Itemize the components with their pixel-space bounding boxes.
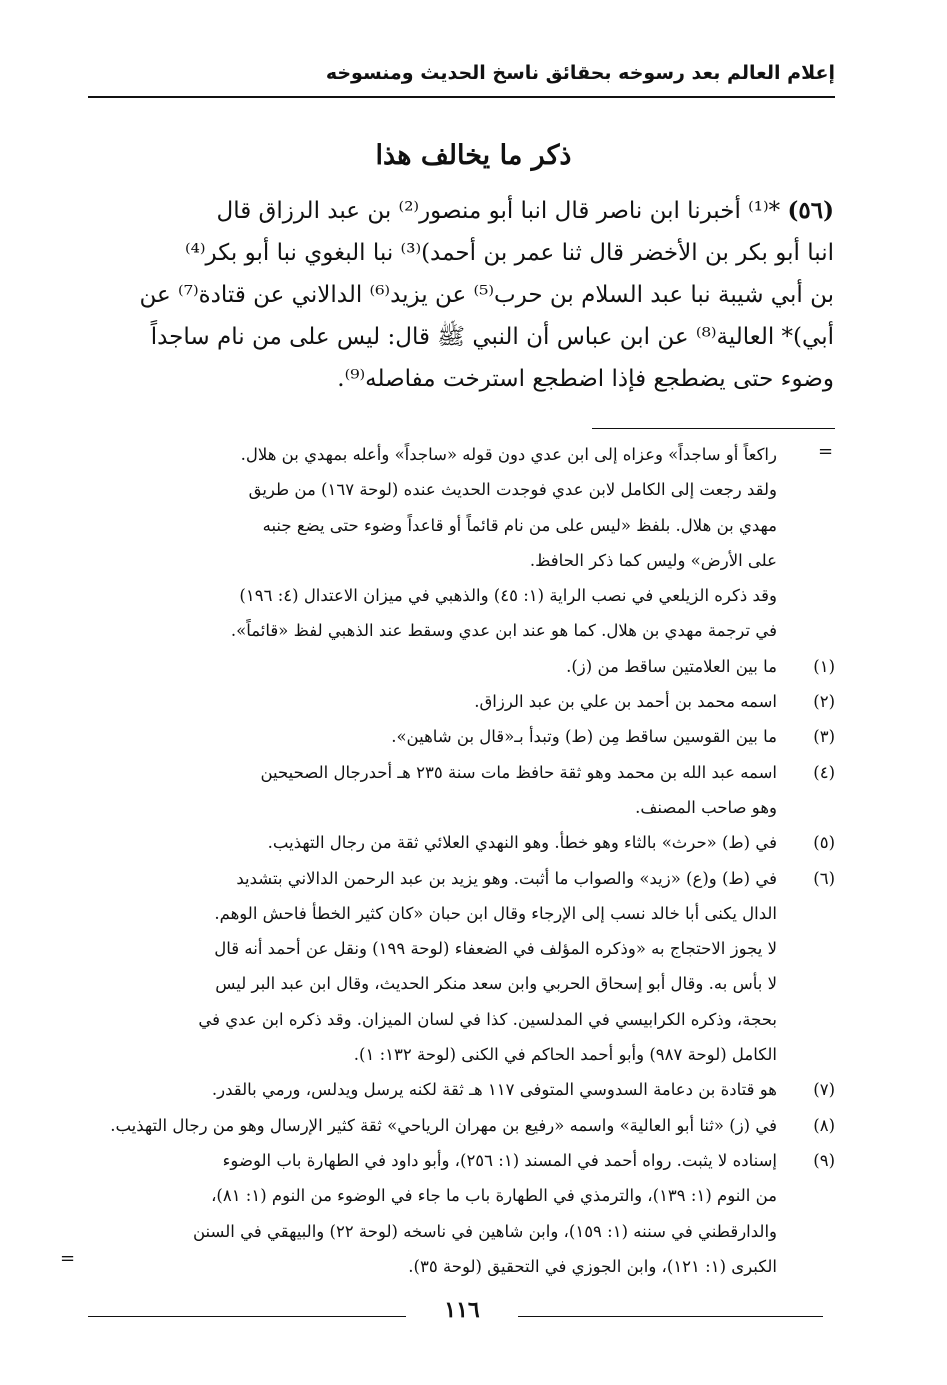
- footnote-item: [88, 755, 835, 826]
- footnote-body: [88, 437, 777, 649]
- footnote-line: اسمه محمد بن أحمد بن علي بن عبد الرزاق.: [474, 692, 777, 712]
- hadith-line: أبي)* العالية⁽⁸⁾ عن ابن عباس أن النبي ﷺ قال: ليس على من نام ساجداً: [150, 324, 834, 350]
- footnote-number: (٣): [813, 727, 835, 747]
- footnote-line: في (ز) «ثنا أبو العالية» واسمه «رفيع بن مهران الرياحي» ثقة كثير الإرسال وهو من رجال التهذيب.: [110, 1115, 777, 1135]
- footnote-item: [88, 1143, 835, 1284]
- hadith-line: [112, 190, 834, 232]
- footnote-body: [88, 1072, 777, 1107]
- footnote-body: [88, 1143, 777, 1284]
- footnote-item: [88, 861, 835, 1073]
- footnote-item: [88, 1072, 835, 1107]
- footnote-line: اسمه عبد الله بن محمد وهو ثقة حافظ مات سنة ٢٣٥ هـ أحدرجال الصحيحين: [260, 762, 777, 782]
- footnote-line: بحجة، وذكره الكرابيسي في المدلسين. كذا في لسان الميزان. وقد ذكره ابن عدي في: [198, 1009, 777, 1029]
- footnote-line: في (ط) «حرث» بالثاء وهو خطأ. وهو النهدي العلائي ثقة من رجال التهذيب.: [267, 833, 777, 853]
- hadith-line: بن أبي شيبة نبا عبد السلام بن حرب⁽⁵⁾ عن يزيد⁽⁶⁾ الدالاني عن قتادة⁽⁷⁾ عن: [139, 282, 834, 308]
- footnote-line: لا يجوز الاحتجاج به «وذكره المؤلف في الضعفاء (لوحة ١٩٩) ونقل عن أحمد أنه قال: [214, 939, 777, 959]
- footnote-line: إسناده لا يثبت. رواه أحمد في المسند (١: ٢٥٦)، وأبو داود في الطهارة باب الوضوء: [222, 1150, 777, 1170]
- footnote-item: [88, 719, 835, 754]
- footnote-line: وقد ذكره الزيلعي في نصب الراية (١: ٤٥) والذهبي في ميزان الاعتدال (٤: ١٩٦): [239, 586, 777, 606]
- footnote-item: [88, 684, 835, 719]
- page-number: ١١٦: [444, 1297, 480, 1323]
- footnote-number: (٨): [813, 1115, 835, 1135]
- running-header: [0, 58, 947, 98]
- hadith-text: [112, 190, 834, 400]
- footnote-number: (٦): [813, 868, 835, 888]
- footnote-line: على الأرض» وليس كما ذكر الحافظ.: [529, 550, 777, 570]
- footnote-line: وهو صاحب المصنف.: [635, 797, 777, 817]
- footnote-body: [88, 861, 777, 1073]
- footnote-line: والدارقطني في سننه (١: ١٥٩)، وابن شاهين في ناسخه (لوحة ٢٢) والبيهقي في السنن: [193, 1221, 777, 1241]
- footnote-number: (٥): [813, 833, 835, 853]
- running-header-title: إعلام العالم بعد رسوخه بحقائق ناسخ الحديث ومنسوخه: [325, 62, 835, 84]
- footnote-item: [88, 825, 835, 860]
- footer-rule-right: [518, 1316, 823, 1317]
- hadith-number: (٥٦): [787, 197, 834, 224]
- footnote-line: هو قتادة بن دعامة السدوسي المتوفى ١١٧ هـ ثقة لكنه يرسل ويدلس، ورمي بالقدر.: [211, 1080, 777, 1100]
- hadith-line: وضوء حتى يضطجع فإذا اضطجع استرخت مفاصله⁽⁹⁾.: [337, 366, 834, 392]
- continuation-mark-bottom: =: [60, 1248, 76, 1269]
- footnote-line: من النوم (١: ١٣٩)، والترمذي في الطهارة باب ما جاء في الوضوء من النوم (١: ٨١)،: [211, 1186, 777, 1206]
- footnote-line: ولقد رجعت إلى الكامل لابن عدي فوجدت الحديث عنده (لوحة ١٦٧) من طريق: [248, 480, 777, 500]
- footnote-body: [88, 825, 777, 860]
- footnote-number: (٢): [813, 692, 835, 712]
- hadith-line-text: *⁽¹⁾ أخبرنا ابن ناصر قال انبا أبو منصور⁽²⁾ بن عبد الرزاق قال: [216, 198, 781, 224]
- footnote-line: الكبرى (١: ١٢١)، وابن الجوزي في التحقيق (لوحة ٣٥).: [408, 1256, 777, 1276]
- footnotes: [88, 437, 835, 1284]
- footnote-number: (٩): [813, 1150, 835, 1170]
- footnote-number: (٧): [813, 1080, 835, 1100]
- footnote-item: [88, 649, 835, 684]
- header-rule: [88, 96, 835, 98]
- footnote-number: (٤): [813, 762, 835, 782]
- footnote-body: [88, 719, 777, 754]
- footnote-line: في ترجمة مهدي بن هلال. كما هو عند ابن عدي وسقط عند الذهبي لفظ «قائماً».: [230, 621, 777, 641]
- footnote-body: [88, 684, 777, 719]
- footer-rule-left: [88, 1316, 406, 1317]
- footnote-line: الكامل (لوحة ٩٨٧) وأبو أحمد الحاكم في الكنى (لوحة ١٣٢: ١).: [353, 1045, 777, 1065]
- continuation-mark-top: =: [818, 441, 834, 462]
- footnote-line: ما بين العلامتين ساقط من (ز).: [566, 656, 777, 676]
- footnote-line: في (ط) و(ع) «زيد» والصواب ما أثبت. وهو يزيد بن عبد الرحمن الدالاني بتشديد: [236, 868, 777, 888]
- footnote-continued: [88, 437, 835, 649]
- section-heading: ذكر ما يخالف هذا: [375, 140, 572, 171]
- hadith-line: انبا أبو بكر بن الأخضر قال ثنا عمر بن أحمد)⁽³⁾ نبا البغوي نبا أبو بكر⁽⁴⁾: [184, 240, 834, 266]
- footnote-body: [88, 1108, 777, 1143]
- footnote-body: [88, 649, 777, 684]
- footnote-item: [88, 1108, 835, 1143]
- footnote-divider: [592, 428, 835, 429]
- footnote-line: لا بأس به. وقال أبو إسحاق الحربي وابن سعد منكر الحديث، وقال ابن عبد البر ليس: [215, 974, 777, 994]
- footnote-line: راكعاً أو ساجداً» وعزاه إلى ابن عدي دون قوله «ساجداً» وأعله بمهدي بن هلال.: [240, 445, 777, 464]
- footnote-line: مهدي بن هلال. بلفظ «ليس على من نام قائماً أو قاعداً وضوء حتى يضع جنبه: [262, 515, 777, 535]
- footnote-line: ما بين القوسين ساقط مِن (ط) وتبدأ بـ«قال بن شاهين».: [391, 727, 777, 747]
- footnote-body: [88, 755, 777, 826]
- footnote-number: (١): [813, 656, 835, 676]
- footnote-line: الدال يكنى أبا خالد نسب إلى الإرجاء وقال ابن حبان «كان كثير الخطأ فاحش الوهم.: [214, 903, 777, 923]
